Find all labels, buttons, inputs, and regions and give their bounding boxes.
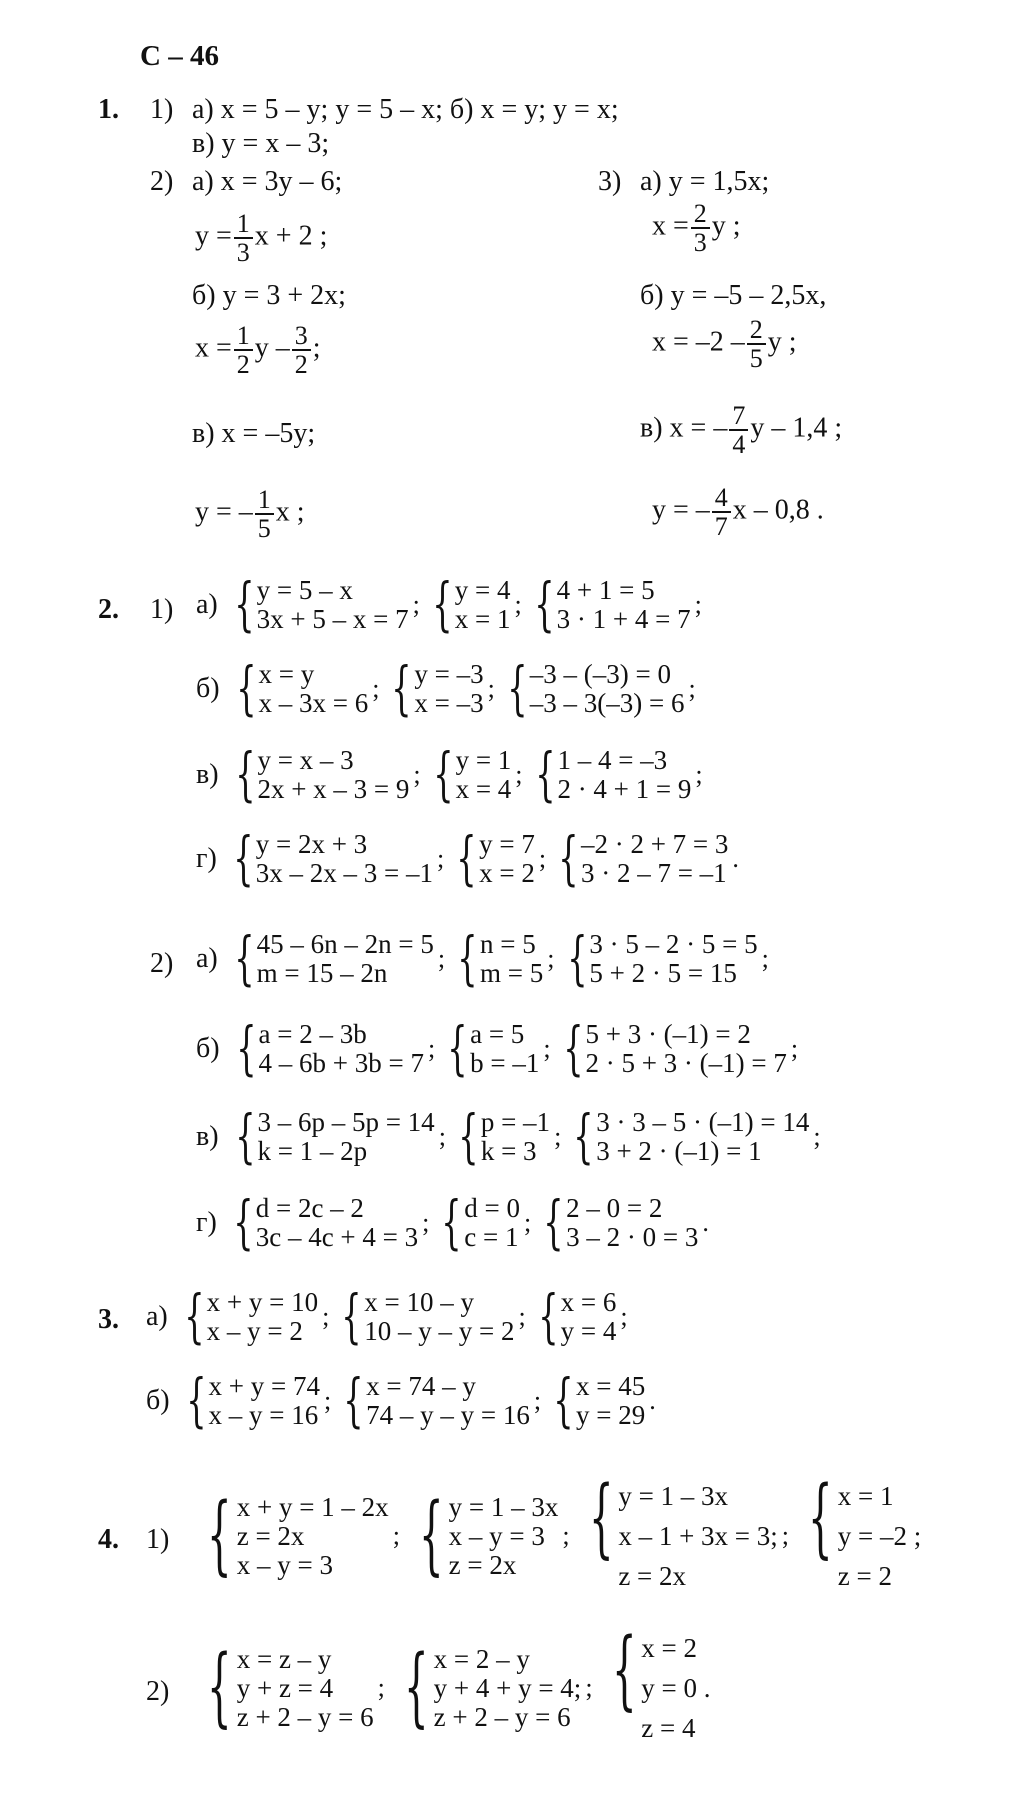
brace-icon: { <box>562 1014 584 1082</box>
equation-line: m = 15 – 2n <box>256 958 388 988</box>
separator: ; <box>412 590 420 619</box>
p1-s2-v1: в) x = –5y; <box>192 418 316 449</box>
equation-line: p = –1 <box>480 1107 551 1137</box>
separator: ; <box>688 674 696 703</box>
brace-icon: { <box>553 1366 574 1434</box>
item-label: а) <box>196 589 218 620</box>
brace-icon: { <box>534 570 555 638</box>
equation-line: 3 · 5 – 2 · 5 = 5 <box>589 929 758 959</box>
equation-line: n = 5 <box>480 929 536 959</box>
p2-s1-g-row <box>196 824 743 892</box>
p1-s2-a1: а) x = 3y – 6; <box>192 166 343 197</box>
p1-s3-label: 3) <box>598 166 622 197</box>
equation-system <box>527 740 692 808</box>
p2-s1-v-row <box>196 740 707 808</box>
item-label: б) <box>196 1033 220 1064</box>
equation-line: y = 5 – x <box>256 575 353 605</box>
separator: ; <box>436 844 445 873</box>
equation-line: y = –3 <box>414 659 484 689</box>
separator: ; <box>790 1034 799 1063</box>
separator: ; <box>487 674 495 703</box>
equation-line: 2 · 4 + 1 = 9 <box>557 774 692 804</box>
equation-system <box>555 1014 787 1082</box>
p1-s3-a1: а) y = 1,5x; <box>640 166 770 197</box>
equation-line: –2 · 2 + 7 = 3 <box>580 829 729 859</box>
equation-line: x = 2 – y <box>433 1643 530 1674</box>
equation-line: y = 29 <box>575 1400 646 1430</box>
p1-s1-label: 1) <box>150 94 174 125</box>
p1-s1-line1: а) x = 5 – y; y = 5 – x; б) x = y; y = x; <box>192 94 619 125</box>
separator: ; <box>781 1521 790 1550</box>
equation-line: 45 – 6n – 2n = 5 <box>256 929 434 959</box>
separator: ; <box>323 1386 332 1415</box>
equation-line: x = 4 <box>455 774 512 804</box>
separator: ; <box>695 760 703 789</box>
separator: ; <box>413 760 421 789</box>
equation-line: 3 – 2 · 0 = 3 <box>566 1222 699 1252</box>
equation-line: b = –1 <box>470 1048 540 1078</box>
equation-line: 2x + x – 3 = 9 <box>257 774 410 804</box>
equation-system <box>226 924 434 992</box>
equation-line: y = 1 – 3x <box>618 1481 729 1511</box>
brace-icon: { <box>432 740 454 808</box>
brace-icon: { <box>391 654 413 722</box>
equation-line: x = y <box>258 659 315 689</box>
separator: . <box>702 1208 709 1237</box>
p1-s3-v1: в) x = – $\frac{7}{4}$ y – 1,4 ; <box>640 401 843 459</box>
equation-line: a = 2 – 3b <box>258 1019 367 1049</box>
equation-line: m = 5 <box>480 958 544 988</box>
equation-system <box>565 1102 810 1170</box>
brace-icon: { <box>184 1282 205 1350</box>
item-label: в) <box>196 759 219 790</box>
brace-icon: { <box>185 1366 207 1434</box>
equation-line: 1 – 4 = –3 <box>557 745 668 775</box>
item-label: г) <box>196 1207 217 1238</box>
p3-a-row <box>146 1282 632 1350</box>
equation-line: z = 2x <box>448 1549 517 1580</box>
equation-line: a = 5 <box>470 1019 525 1049</box>
brace-icon: { <box>447 1014 468 1082</box>
p2-s2-v-row <box>196 1102 825 1170</box>
separator: ; <box>372 674 380 703</box>
brace-icon: { <box>432 570 453 638</box>
equation-line: y = x – 3 <box>257 745 354 775</box>
equation-line: z = 2 <box>837 1561 892 1591</box>
equation-line: x = 1 <box>837 1481 894 1511</box>
p4-s1-row <box>192 1468 922 1596</box>
equation-line: x – y = 2 <box>206 1316 303 1346</box>
separator: . <box>649 1386 656 1415</box>
equation-system <box>389 1636 582 1737</box>
separator: ; <box>524 1208 532 1237</box>
item-label: а) <box>196 943 218 974</box>
item-label: б) <box>196 673 220 704</box>
equation-line: z = 4 <box>641 1713 696 1743</box>
p2-s1-a-row <box>196 570 706 638</box>
equation-system <box>383 654 484 722</box>
equation-line: y = 2x + 3 <box>255 829 368 859</box>
separator: ; <box>533 1386 542 1415</box>
brace-icon: { <box>558 824 579 892</box>
p1-s3-v2: y = – $\frac{4}{7}$ x – 0,8 . <box>652 483 824 541</box>
p4-s2-row <box>192 1620 711 1748</box>
separator: ; <box>322 1302 330 1331</box>
equation-system <box>192 1636 374 1737</box>
p1-s3-b1: б) y = –5 – 2,5x, <box>640 280 827 311</box>
equation-system <box>424 570 511 638</box>
equation-system <box>335 1366 530 1434</box>
equation-system <box>535 1188 699 1256</box>
brace-icon: { <box>234 1102 256 1170</box>
p2-s2-b-row <box>196 1014 802 1082</box>
separator: ; <box>377 1673 385 1702</box>
brace-icon: { <box>235 654 257 722</box>
p4-s1-label: 1) <box>146 1524 170 1555</box>
brace-icon: { <box>611 1620 637 1720</box>
problem-1-number: 1. <box>98 94 119 125</box>
brace-icon: { <box>507 654 528 722</box>
equation-line: x + y = 10 <box>206 1287 319 1317</box>
p4-s2-label: 2) <box>146 1676 170 1707</box>
p1-s2-v2: y = – $\frac{1}{5}$ x ; <box>195 485 305 543</box>
separator: ; <box>515 760 523 789</box>
equation-line: z = 2x <box>618 1561 687 1591</box>
p3-b-row <box>146 1366 660 1434</box>
separator: ; <box>694 590 702 619</box>
separator: . <box>732 844 739 873</box>
equation-line: x = 1 <box>454 604 511 634</box>
problem-3-number: 3. <box>98 1304 119 1335</box>
p2-s2-a-row <box>196 924 773 992</box>
brace-icon: { <box>456 824 477 892</box>
equation-system <box>176 1282 319 1350</box>
separator: ; <box>562 1521 570 1550</box>
equation-line: x = 6 <box>560 1287 617 1317</box>
brace-icon: { <box>341 1282 362 1350</box>
equation-line: 3 · 3 – 5 · (–1) = 14 <box>596 1107 810 1137</box>
item-label: в) <box>196 1121 219 1152</box>
separator: ; <box>554 1122 562 1151</box>
equation-line: y + z = 4 <box>236 1672 334 1703</box>
equation-system <box>574 1468 778 1596</box>
equation-line: –3 – (–3) = 0 <box>529 659 671 689</box>
equation-line: k = 3 <box>480 1136 537 1166</box>
item-label: б) <box>146 1385 170 1416</box>
p2-s2-label: 2) <box>150 948 174 979</box>
equation-system <box>450 1102 551 1170</box>
brace-icon: { <box>234 924 255 992</box>
p1-s2-b2: x = $\frac{1}{2}$ y – $\frac{3}{2}$ ; <box>195 321 321 379</box>
separator: ; <box>392 1521 400 1550</box>
brace-icon: { <box>573 1102 594 1170</box>
equation-line: 2 · 5 + 3 · (–1) = 7 <box>585 1048 787 1078</box>
equation-line: x – y = 16 <box>208 1400 319 1430</box>
equation-line: 3 · 2 – 7 = –1 <box>580 858 727 888</box>
equation-line: x = 45 <box>575 1371 646 1401</box>
brace-icon: { <box>234 570 255 638</box>
equation-line: 4 – 6b + 3b = 7 <box>258 1048 424 1078</box>
equation-line: c = 1 <box>464 1222 519 1252</box>
equation-line: 4 + 1 = 5 <box>556 575 655 605</box>
equation-line: y + 4 + y = 4; <box>433 1672 582 1703</box>
equation-system <box>597 1620 711 1748</box>
equation-line: x – 3x = 6 <box>258 688 369 718</box>
equation-line: 5 + 3 · (–1) = 2 <box>585 1019 751 1049</box>
brace-icon: { <box>534 740 556 808</box>
brace-icon: { <box>234 740 256 808</box>
brace-icon: { <box>207 1636 232 1737</box>
equation-line: 3x + 5 – x = 7 <box>256 604 409 634</box>
brace-icon: { <box>808 1468 833 1568</box>
equation-line: –3 – 3(–3) = 6 <box>529 688 685 718</box>
equation-line: z + 2 – y = 6 <box>433 1701 571 1732</box>
equation-line: 2 – 0 = 2 <box>566 1193 663 1223</box>
equation-line: k = 1 – 2p <box>257 1136 368 1166</box>
equation-system <box>425 740 512 808</box>
separator: ; <box>543 1034 551 1063</box>
equation-line: x = 10 – y <box>364 1287 475 1317</box>
equation-line: y = 0 . <box>641 1673 711 1703</box>
equation-system <box>530 1282 617 1350</box>
separator: ; <box>761 944 769 973</box>
equation-line: 3 · 1 + 4 = 7 <box>556 604 691 634</box>
separator: ; <box>518 1302 526 1331</box>
equation-line: 74 – y – y = 16 <box>366 1400 530 1430</box>
brace-icon: { <box>566 924 588 992</box>
equation-system <box>228 654 369 722</box>
equation-system <box>526 570 691 638</box>
brace-icon: { <box>543 1188 564 1256</box>
equation-line: x = –3 <box>414 688 484 718</box>
p2-s1-label: 1) <box>150 594 174 625</box>
item-label: а) <box>146 1301 168 1332</box>
equation-system <box>545 1366 646 1434</box>
p1-s3-a2: x = $\frac{2}{3}$ y ; <box>652 199 741 257</box>
equation-line: 3 – 6p – 5p = 14 <box>257 1107 435 1137</box>
equation-system <box>333 1282 515 1350</box>
equation-line: x – y = 3 <box>448 1520 545 1551</box>
equation-line: 3c – 4c + 4 = 3 <box>255 1222 419 1252</box>
brace-icon: { <box>403 1636 429 1737</box>
equation-line: x = 2 <box>641 1633 697 1663</box>
p1-s3-b2: x = –2 – $\frac{2}{5}$ y ; <box>652 315 797 373</box>
equation-line: d = 2c – 2 <box>255 1193 364 1223</box>
equation-line: z + 2 – y = 6 <box>236 1701 374 1732</box>
equation-system <box>178 1366 320 1434</box>
brace-icon: { <box>207 1484 232 1585</box>
separator: ; <box>538 844 547 873</box>
equation-system <box>793 1468 922 1596</box>
equation-system <box>228 1014 424 1082</box>
equation-line: y = 4 <box>560 1316 617 1346</box>
equation-system <box>226 570 409 638</box>
equation-system <box>225 1188 419 1256</box>
equation-system <box>559 924 758 992</box>
separator: ; <box>438 1122 446 1151</box>
p2-s1-b-row <box>196 654 700 722</box>
brace-icon: { <box>418 1484 444 1585</box>
equation-system <box>499 654 685 722</box>
equation-system <box>192 1484 389 1585</box>
equation-system <box>449 924 544 992</box>
equation-line: x – 1 + 3x = 3; <box>618 1521 778 1551</box>
p2-s2-g-row <box>196 1188 713 1256</box>
equation-system <box>448 824 535 892</box>
brace-icon: { <box>458 1102 479 1170</box>
equation-line: x + y = 74 <box>208 1371 320 1401</box>
separator: ; <box>547 944 555 973</box>
equation-line: y = 1 <box>455 745 512 775</box>
equation-system <box>439 1014 540 1082</box>
equation-system <box>433 1188 521 1256</box>
brace-icon: { <box>441 1188 462 1256</box>
separator: ; <box>422 1208 430 1237</box>
equation-system <box>227 1102 435 1170</box>
separator: ; <box>585 1673 593 1702</box>
equation-line: 5 + 2 · 5 = 15 <box>589 958 737 988</box>
separator: ; <box>620 1302 628 1331</box>
equation-line: y = 4 <box>454 575 511 605</box>
equation-line: x = 74 – y <box>366 1371 476 1401</box>
equation-line: y = –2 ; <box>837 1521 922 1551</box>
equation-system <box>225 824 433 892</box>
brace-icon: { <box>588 1468 614 1568</box>
brace-icon: { <box>538 1282 559 1350</box>
equation-line: d = 0 <box>464 1193 521 1223</box>
separator: ; <box>437 944 446 973</box>
equation-system <box>404 1484 559 1585</box>
p1-s1-line2: в) y = x – 3; <box>192 128 330 159</box>
brace-icon: { <box>457 924 478 992</box>
equation-system <box>550 824 729 892</box>
equation-line: z = 2x <box>236 1520 305 1551</box>
p1-s2-label: 2) <box>150 166 174 197</box>
page-title: С – 46 <box>140 40 219 72</box>
equation-line: 3 + 2 · (–1) = 1 <box>596 1136 762 1166</box>
p1-s2-b1: б) y = 3 + 2x; <box>192 280 346 311</box>
separator: ; <box>427 1034 436 1063</box>
equation-line: x + y = 1 – 2x <box>236 1491 389 1522</box>
equation-line: 3x – 2x – 3 = –1 <box>255 858 433 888</box>
equation-line: y = 1 – 3x <box>448 1491 559 1522</box>
p1-s2-a2: y = $\frac{1}{3}$ x + 2 ; <box>195 209 328 267</box>
equation-line: 10 – y – y = 2 <box>364 1316 515 1346</box>
brace-icon: { <box>233 824 254 892</box>
problem-4-number: 4. <box>98 1524 119 1555</box>
equation-system <box>227 740 410 808</box>
brace-icon: { <box>235 1014 257 1082</box>
brace-icon: { <box>233 1188 254 1256</box>
item-label: г) <box>196 843 217 874</box>
separator: ; <box>813 1122 821 1151</box>
equation-line: x = z – y <box>236 1643 332 1674</box>
problem-2-number: 2. <box>98 594 119 625</box>
separator: ; <box>514 590 522 619</box>
equation-line: y = 7 <box>479 829 535 859</box>
equation-line: x = 2 <box>479 858 535 888</box>
equation-line: x – y = 3 <box>236 1549 333 1580</box>
brace-icon: { <box>343 1366 364 1434</box>
